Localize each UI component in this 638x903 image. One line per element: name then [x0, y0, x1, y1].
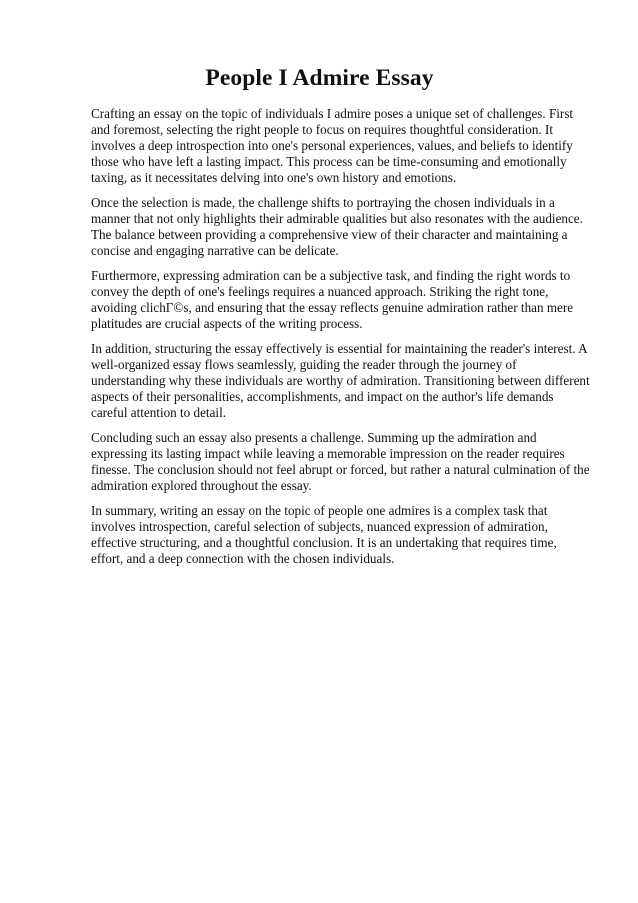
document-title: People I Admire Essay [205, 65, 434, 91]
paragraph-4: In addition, structuring the essay effectively is essential for maintaining the reader's interest. A well-organized essay flows seamlessly, guiding the reader through the journey of understanding why these individuals are worthy of admiration. Transitioning between different aspects of their personalities, accomplishments, and impact on the author's life demands careful attention to detail. [91, 341, 590, 420]
paragraph-1: Crafting an essay on the topic of individuals I admire poses a unique set of challenges. First and foremost, selecting the right people to focus on requires thoughtful consideration. It involves a deep introspection into one's personal experiences, values, and beliefs to identify those who have left a lasting impact. This process can be time-consuming and emotionally taxing, as it necessitates delving into one's own history and emotions. [91, 106, 574, 185]
paragraph-6: In summary, writing an essay on the topic of people one admires is a complex task that involves introspection, careful selection of subjects, nuanced expression of admiration, effective structuring, and a thoughtful conclusion. It is an undertaking that requires time, effort, and a deep connection with the chosen individuals. [91, 503, 557, 567]
paragraph-5: Concluding such an essay also presents a challenge. Summing up the admiration and expressing its lasting impact while leaving a memorable impression on the reader requires finesse. The conclusion should not feel abrupt or forced, but rather a natural culmination of the admiration explored throughout the essay. [91, 430, 590, 494]
paragraph-2: Once the selection is made, the challenge shifts to portraying the chosen individuals in a manner that not only highlights their admirable qualities but also resonates with the audience. The balance between providing a comprehensive view of their character and maintaining a concise and engaging narrative can be delicate. [91, 195, 583, 258]
paragraph-3: Furthermore, expressing admiration can be a subjective task, and finding the right words to convey the depth of one's feelings requires a nuanced approach. Striking the right tone, avoiding clichГ©s, and ensuring that the essay reflects genuine admiration rather than mere platitudes are crucial aspects of the writing process. [91, 268, 574, 331]
